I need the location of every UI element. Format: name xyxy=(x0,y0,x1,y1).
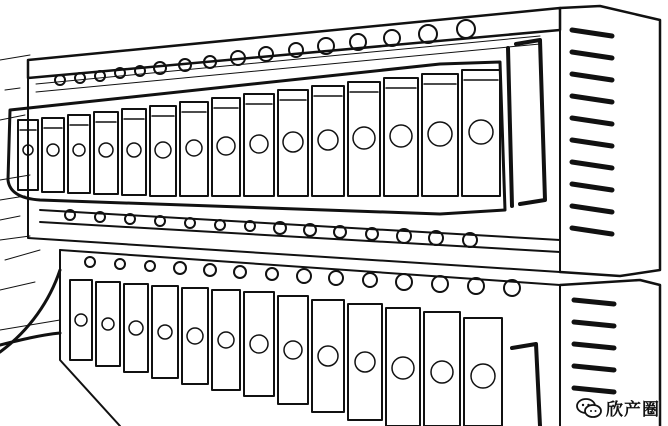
lower-vent-slots xyxy=(574,300,614,392)
lower-connector-row xyxy=(85,257,520,296)
lower-chassis xyxy=(60,250,660,426)
terminal-strip xyxy=(40,210,560,252)
top-connector-row xyxy=(55,20,475,85)
watermark xyxy=(576,395,660,420)
watermark-text: 欣产圈 xyxy=(606,400,660,420)
power-cable xyxy=(0,270,60,352)
upper-handle xyxy=(508,40,545,206)
lower-handle xyxy=(512,344,540,426)
upper-vent-slots xyxy=(572,30,612,234)
lower-relay-modules xyxy=(70,280,502,426)
upper-relay-modules xyxy=(18,70,500,196)
wechat-icon xyxy=(576,397,602,419)
upper-bezel xyxy=(8,62,505,214)
